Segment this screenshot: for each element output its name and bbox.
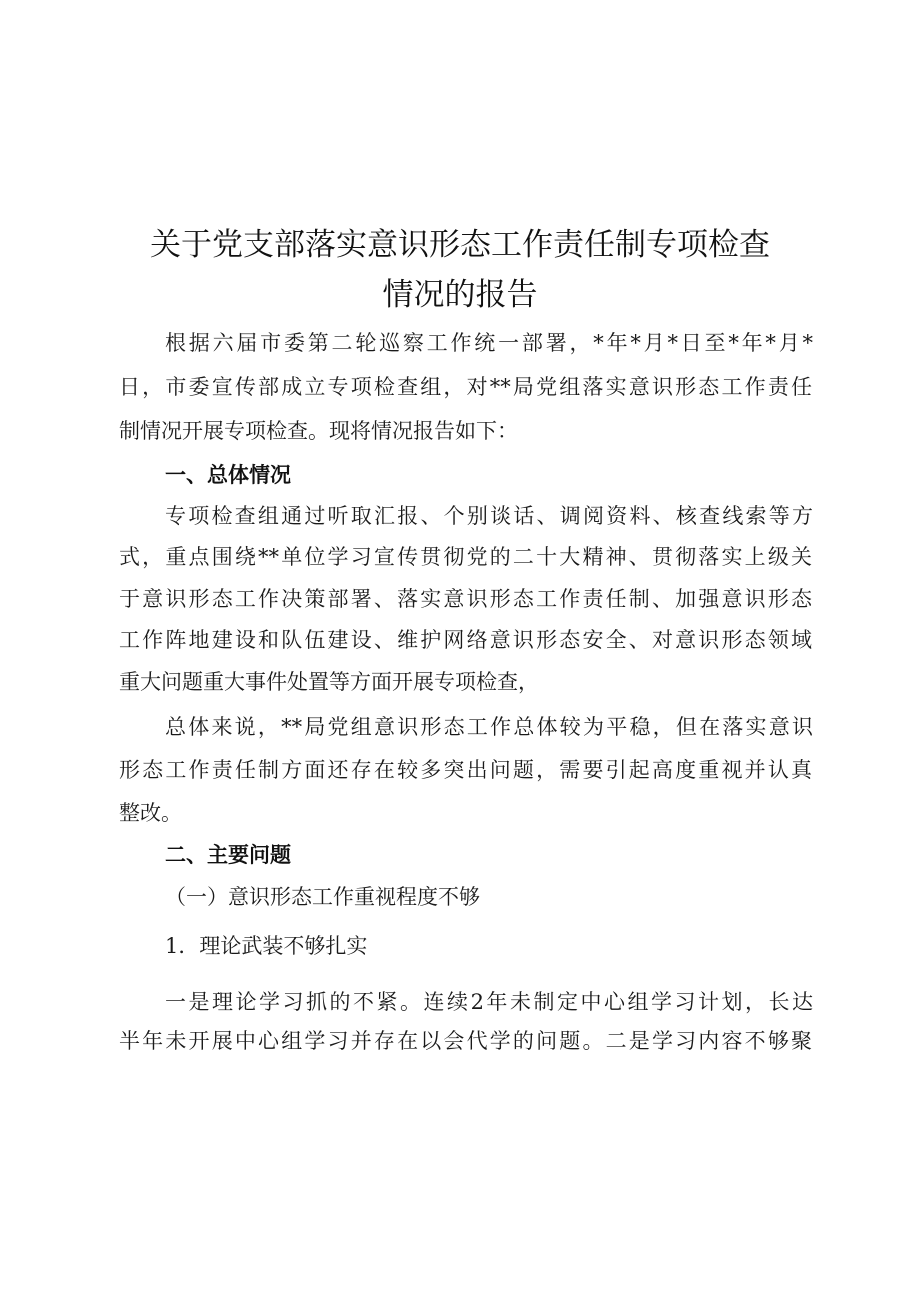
section-1-para-1-line-5: 重大问题重大事件处置等方面开展专项检查， (119, 670, 539, 694)
report-title-line-1: 关于党支部落实意识形态工作责任制专项检查 (150, 227, 770, 263)
intro-line-3: 制情况开展专项检查。现将情况报告如下： (119, 419, 518, 443)
subsection-1-heading: （一）意识形态工作重视程度不够 (165, 885, 480, 909)
section-1-para-2-line-1: 总体来说，**局党组意识形态工作总体较为平稳，但在落实意识 (165, 715, 813, 739)
section-1-para-2-line-2: 形态工作责任制方面还存在较多突出问题，需要引起高度重视并认真 (119, 758, 812, 782)
item-1-para-line-1: 一是理论学习抓的不紧。连续2年未制定中心组学习计划，长达 (165, 990, 813, 1014)
section-1-heading: 一、总体情况 (165, 463, 291, 487)
item-1-heading: 1．理论武装不够扎实 (165, 934, 368, 958)
section-1-para-2-line-3: 整改。 (119, 801, 182, 825)
item-1-para-line-2: 半年未开展中心组学习并存在以会代学的问题。二是学习内容不够聚 (119, 1029, 812, 1053)
report-title-line-2: 情况的报告 (382, 277, 538, 313)
section-2-heading: 二、主要问题 (165, 843, 291, 867)
section-1-para-1-line-2: 式，重点围绕**单位学习宣传贯彻党的二十大精神、贯彻落实上级关 (119, 545, 812, 569)
section-1-para-1-line-1: 专项检查组通过听取汇报、个别谈话、调阅资料、核查线索等方 (165, 504, 813, 528)
intro-line-2: 日，市委宣传部成立专项检查组，对**局党组落实意识形态工作责任 (119, 375, 812, 399)
intro-line-1: 根据六届市委第二轮巡察工作统一部署，*年*月*日至*年*月* (165, 331, 813, 355)
section-1-para-1-line-3: 于意识形态工作决策部署、落实意识形态工作责任制、加强意识形态 (119, 587, 812, 611)
section-1-para-1-line-4: 工作阵地建设和队伍建设、维护网络意识形态安全、对意识形态领域 (119, 628, 812, 652)
